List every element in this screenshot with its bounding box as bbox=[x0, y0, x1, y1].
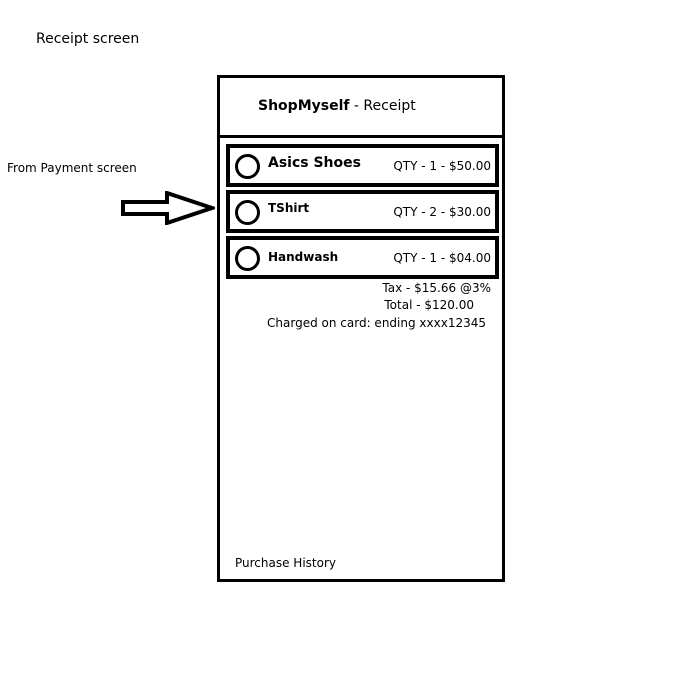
brand-name: ShopMyself bbox=[258, 98, 350, 114]
receipt-item[interactable] bbox=[226, 236, 499, 279]
page-title: Receipt screen bbox=[36, 31, 140, 47]
radio-circle-icon[interactable] bbox=[235, 200, 260, 225]
receipt-item[interactable] bbox=[226, 190, 499, 233]
radio-circle-icon[interactable] bbox=[235, 154, 260, 179]
charged-card-line: Charged on card: ending xxxx12345 bbox=[267, 316, 486, 330]
total-line: Total - $120.00 bbox=[384, 298, 474, 312]
tax-line: Tax - $15.66 @3% bbox=[382, 281, 491, 295]
item-name: TShirt bbox=[268, 201, 310, 215]
item-qty-price: QTY - 1 - $50.00 bbox=[393, 159, 491, 173]
item-name: Handwash bbox=[268, 250, 339, 264]
phone-frame bbox=[217, 75, 505, 582]
item-qty-price: QTY - 1 - $04.00 bbox=[393, 251, 491, 265]
header-title bbox=[258, 98, 416, 114]
title-separator: - bbox=[349, 98, 364, 114]
receipt-item[interactable] bbox=[226, 144, 499, 187]
purchase-history-link[interactable]: Purchase History bbox=[235, 556, 336, 570]
screen-name: Receipt bbox=[363, 98, 416, 114]
item-name: Asics Shoes bbox=[268, 155, 361, 171]
radio-circle-icon[interactable] bbox=[235, 246, 260, 271]
app-header bbox=[220, 78, 502, 138]
item-qty-price: QTY - 2 - $30.00 bbox=[393, 205, 491, 219]
right-arrow-icon bbox=[121, 191, 215, 225]
flow-annotation-label: From Payment screen bbox=[7, 161, 137, 175]
